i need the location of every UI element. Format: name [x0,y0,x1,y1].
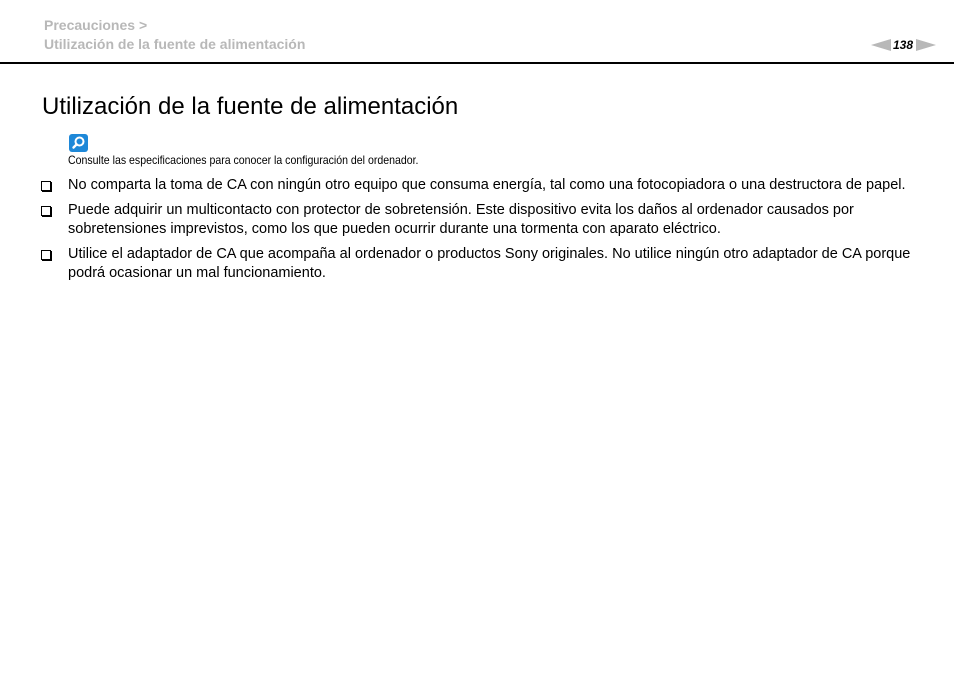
list-item [40,245,920,284]
checkbox-bullet-icon [41,181,51,191]
magnifier-icon [69,134,88,152]
list-item [40,201,920,240]
breadcrumb [44,16,305,54]
next-page-arrow-icon[interactable] [916,39,936,51]
checkbox-bullet-icon [41,250,51,260]
breadcrumb-current[interactable]: Utilización de la fuente de alimentación [44,36,306,52]
page-navigation [871,37,936,53]
list-item-text: No comparta la toma de CA con ningún otro equipo que consuma energía, tal como una fotocopiadora o una destructora de papel. [68,177,906,193]
previous-page-arrow-icon[interactable] [871,39,891,51]
breadcrumb-parent[interactable]: Precauciones > [44,17,148,33]
header-divider [0,62,954,64]
list-item-text: Puede adquirir un multicontacto con protector de sobretensión. Este dispositivo evita los daños al ordenador causados por sobretensiones imprevistos, como los que pueden ocurrir durante una tormenta con aparato eléctrico. [68,201,854,237]
checkbox-bullet-icon [41,206,51,216]
precaution-list [40,176,920,289]
page-header [0,0,954,64]
note-text: Consulte las especificaciones para conocer la configuración del ordenador. [68,153,419,167]
list-item [40,176,920,196]
page-title: Utilización de la fuente de alimentación [42,93,459,120]
list-item-text: Utilice el adaptador de CA que acompaña al ordenador o productos Sony originales. No utilice ningún otro adaptador de CA porque podrá ocasionar un mal funcionamiento. [68,245,911,281]
page-number: 138 [892,38,913,52]
